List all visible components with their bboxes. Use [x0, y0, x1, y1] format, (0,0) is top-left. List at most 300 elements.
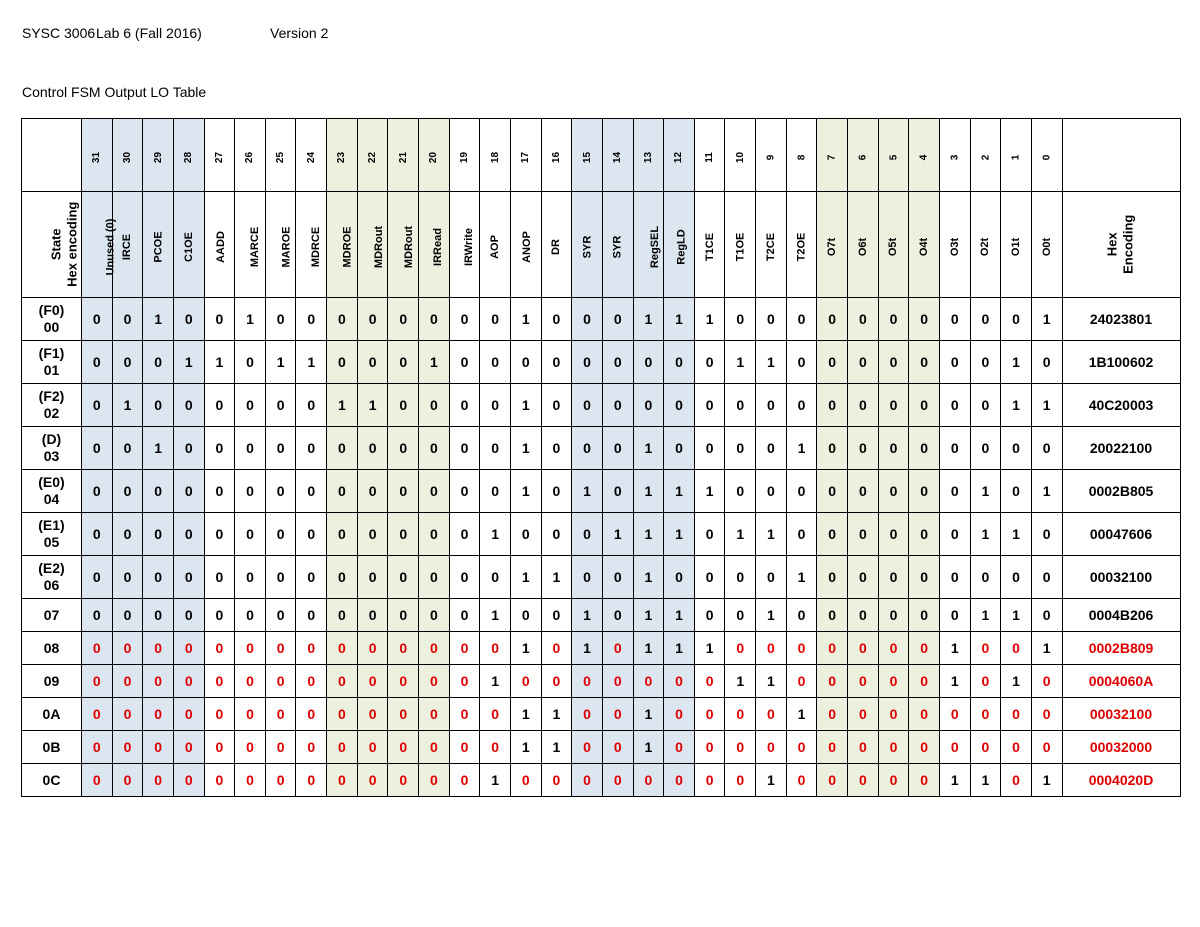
- signal-name-cell: [143, 192, 174, 298]
- signal-name: Unused (0): [104, 218, 117, 275]
- bit-cell: 1: [480, 513, 511, 556]
- bit-cell: 0: [449, 599, 480, 632]
- bit-cell: 0: [572, 384, 603, 427]
- bit-cell: 0: [143, 632, 174, 665]
- bit-cell: 0: [694, 698, 725, 731]
- bit-cell: 0: [388, 513, 419, 556]
- bit-cell: 0: [296, 513, 327, 556]
- bit-cell: 0: [541, 298, 572, 341]
- bit-cell: 0: [327, 731, 358, 764]
- bit-cell: 0: [82, 599, 113, 632]
- bit-cell: 0: [602, 384, 633, 427]
- bit-cell: 0: [970, 341, 1001, 384]
- bit-cell: 0: [510, 665, 541, 698]
- bit-cell: 0: [296, 427, 327, 470]
- bit-number: 17: [520, 151, 532, 164]
- signal-name: MDRout: [372, 225, 385, 268]
- bit-cell: 1: [694, 298, 725, 341]
- bit-cell: 0: [1031, 599, 1062, 632]
- bit-cell: 0: [173, 764, 204, 797]
- bit-cell: 1: [510, 427, 541, 470]
- signal-name: IRRead: [432, 227, 444, 266]
- signal-name-cell: [633, 192, 664, 298]
- bit-cell: 0: [327, 556, 358, 599]
- bit-cell: 0: [173, 665, 204, 698]
- bit-cell: 0: [296, 599, 327, 632]
- bit-number-row: [22, 119, 1181, 192]
- bit-cell: 0: [82, 764, 113, 797]
- bit-cell: 0: [602, 599, 633, 632]
- state-label: (E2): [38, 560, 65, 577]
- signal-name: SYR: [611, 235, 624, 258]
- bit-cell: 0: [388, 427, 419, 470]
- bit-cell: 0: [510, 599, 541, 632]
- bit-cell: 0: [173, 632, 204, 665]
- bit-number-cell: [82, 119, 113, 192]
- bit-cell: 0: [419, 513, 450, 556]
- bit-number: 26: [244, 151, 256, 164]
- bit-cell: 0: [694, 764, 725, 797]
- bit-cell: 1: [510, 298, 541, 341]
- state-cell: [22, 341, 82, 384]
- bit-cell: 1: [756, 764, 787, 797]
- bit-cell: 0: [878, 427, 909, 470]
- bit-cell: 0: [878, 665, 909, 698]
- bit-cell: 0: [112, 427, 143, 470]
- bit-cell: 0: [786, 298, 817, 341]
- bit-cell: 0: [909, 298, 940, 341]
- bit-cell: 0: [265, 427, 296, 470]
- bit-cell: 0: [327, 427, 358, 470]
- bit-cell: 0: [510, 513, 541, 556]
- bit-cell: 1: [1001, 513, 1032, 556]
- bit-number: 14: [612, 151, 624, 164]
- table-row: [22, 470, 1181, 513]
- hex-encoding-cell: 00032100: [1062, 556, 1180, 599]
- bit-number-cell: [633, 119, 664, 192]
- bit-cell: 0: [388, 731, 419, 764]
- state-code: 0A: [42, 705, 61, 722]
- bit-cell: 0: [449, 764, 480, 797]
- bit-cell: 1: [664, 470, 695, 513]
- bit-cell: 0: [388, 470, 419, 513]
- state-header-cell: [22, 192, 82, 298]
- bit-cell: 0: [939, 731, 970, 764]
- bit-cell: 0: [173, 599, 204, 632]
- bit-cell: 0: [725, 384, 756, 427]
- state-label: (F0): [38, 302, 65, 319]
- bit-cell: 0: [265, 384, 296, 427]
- bit-number-cell: [296, 119, 327, 192]
- bit-number: 12: [673, 151, 685, 164]
- state-cell: [22, 427, 82, 470]
- bit-cell: 0: [572, 731, 603, 764]
- bit-cell: 0: [480, 427, 511, 470]
- bit-cell: 1: [204, 341, 235, 384]
- bit-cell: 1: [756, 341, 787, 384]
- bit-cell: 0: [909, 665, 940, 698]
- bit-cell: 0: [725, 556, 756, 599]
- bit-cell: 0: [112, 599, 143, 632]
- bit-cell: 1: [235, 298, 266, 341]
- bit-cell: 1: [633, 298, 664, 341]
- bit-number: 22: [367, 151, 379, 164]
- bit-number: 29: [152, 151, 164, 164]
- signal-name-cell: [388, 192, 419, 298]
- bit-cell: 0: [296, 298, 327, 341]
- bit-cell: 0: [909, 556, 940, 599]
- bit-cell: 0: [694, 665, 725, 698]
- bit-cell: 0: [756, 427, 787, 470]
- bit-cell: 0: [173, 470, 204, 513]
- hex-encoding-cell: 00032000: [1062, 731, 1180, 764]
- bit-number: 28: [183, 151, 195, 164]
- hex-encoding-cell: 00047606: [1062, 513, 1180, 556]
- bit-cell: 0: [296, 731, 327, 764]
- bit-cell: 1: [725, 513, 756, 556]
- bit-cell: 0: [939, 341, 970, 384]
- bit-cell: 0: [480, 632, 511, 665]
- bit-cell: 0: [909, 599, 940, 632]
- bit-cell: 0: [296, 556, 327, 599]
- bit-cell: 0: [725, 470, 756, 513]
- bit-cell: 0: [296, 764, 327, 797]
- bit-cell: 0: [419, 698, 450, 731]
- table-row: [22, 632, 1181, 665]
- table-row: [22, 599, 1181, 632]
- bit-cell: 0: [878, 599, 909, 632]
- bit-cell: 0: [602, 341, 633, 384]
- bit-cell: 1: [265, 341, 296, 384]
- bit-cell: 0: [756, 632, 787, 665]
- bit-cell: 0: [878, 632, 909, 665]
- bit-cell: 0: [786, 599, 817, 632]
- state-cell: [22, 665, 82, 698]
- hex-encoding-cell: 20022100: [1062, 427, 1180, 470]
- signal-name: O0t: [1040, 237, 1053, 256]
- bit-cell: 0: [939, 556, 970, 599]
- bit-cell: 1: [602, 513, 633, 556]
- bit-cell: 0: [848, 599, 879, 632]
- bit-cell: 1: [510, 632, 541, 665]
- bit-cell: 0: [664, 764, 695, 797]
- bit-number-cell: [817, 119, 848, 192]
- bit-cell: 0: [970, 427, 1001, 470]
- signal-name: O3t: [948, 237, 961, 256]
- bit-cell: 0: [756, 384, 787, 427]
- bit-cell: 0: [480, 341, 511, 384]
- bit-cell: 1: [480, 764, 511, 797]
- hex-corner-cell: [1062, 119, 1180, 192]
- signal-name: RegSEL: [648, 225, 661, 268]
- bit-number-cell: [694, 119, 725, 192]
- bit-cell: 0: [327, 513, 358, 556]
- bit-number: 5: [887, 154, 899, 161]
- signal-name-cell: [602, 192, 633, 298]
- bit-cell: 0: [786, 513, 817, 556]
- bit-cell: 0: [756, 556, 787, 599]
- bit-cell: 0: [204, 599, 235, 632]
- signal-name-cell: [878, 192, 909, 298]
- bit-cell: 0: [970, 384, 1001, 427]
- signal-name: AOP: [489, 234, 502, 259]
- bit-number: 15: [581, 151, 593, 164]
- bit-cell: 0: [970, 698, 1001, 731]
- lab-label: Lab 6 (Fall 2016): [96, 25, 202, 41]
- bit-cell: 0: [235, 513, 266, 556]
- bit-cell: 0: [817, 298, 848, 341]
- bit-cell: 0: [848, 470, 879, 513]
- bit-cell: 0: [449, 698, 480, 731]
- bit-cell: 0: [82, 427, 113, 470]
- bit-cell: 0: [786, 384, 817, 427]
- bit-number-cell: [265, 119, 296, 192]
- bit-cell: 0: [143, 764, 174, 797]
- bit-number: 25: [275, 151, 287, 164]
- bit-cell: 0: [664, 427, 695, 470]
- signal-name-cell: [786, 192, 817, 298]
- bit-cell: 0: [725, 764, 756, 797]
- bit-cell: 0: [510, 764, 541, 797]
- bit-cell: 0: [725, 632, 756, 665]
- bit-cell: 0: [204, 470, 235, 513]
- bit-cell: 0: [143, 731, 174, 764]
- bit-number: 27: [213, 151, 225, 164]
- bit-cell: 0: [419, 556, 450, 599]
- bit-cell: 0: [449, 427, 480, 470]
- bit-cell: 0: [327, 599, 358, 632]
- bit-number-cell: [970, 119, 1001, 192]
- bit-cell: 0: [82, 665, 113, 698]
- signal-name-cell: [173, 192, 204, 298]
- bit-cell: 1: [664, 298, 695, 341]
- signal-name-cell: [725, 192, 756, 298]
- bit-cell: 0: [173, 698, 204, 731]
- state-code: 04: [43, 491, 60, 507]
- bit-cell: 0: [786, 632, 817, 665]
- bit-cell: 0: [939, 513, 970, 556]
- bit-cell: 0: [265, 731, 296, 764]
- state-code: 08: [43, 639, 60, 656]
- bit-cell: 0: [388, 665, 419, 698]
- bit-cell: 0: [82, 513, 113, 556]
- bit-cell: 0: [602, 698, 633, 731]
- hex-header: Hex Encoding: [1104, 214, 1136, 275]
- bit-number-cell: [725, 119, 756, 192]
- hex-header-cell: [1062, 192, 1180, 298]
- bit-cell: 0: [327, 632, 358, 665]
- bit-cell: 0: [1001, 764, 1032, 797]
- bit-cell: 0: [419, 427, 450, 470]
- bit-cell: 1: [480, 665, 511, 698]
- bit-number-cell: [1031, 119, 1062, 192]
- bit-cell: 0: [694, 513, 725, 556]
- bit-cell: 0: [204, 698, 235, 731]
- signal-name-cell: [235, 192, 266, 298]
- bit-cell: 1: [756, 599, 787, 632]
- bit-cell: 0: [939, 298, 970, 341]
- bit-cell: 0: [143, 384, 174, 427]
- signal-name-cell: [817, 192, 848, 298]
- bit-cell: 0: [817, 764, 848, 797]
- bit-cell: 1: [970, 470, 1001, 513]
- signal-name: MDRCE: [310, 226, 323, 267]
- bit-cell: 0: [664, 341, 695, 384]
- bit-cell: 0: [694, 556, 725, 599]
- bit-cell: 1: [541, 556, 572, 599]
- bit-cell: 0: [572, 764, 603, 797]
- bit-number-cell: [1001, 119, 1032, 192]
- bit-number-cell: [173, 119, 204, 192]
- bit-number: 8: [796, 154, 808, 161]
- bit-cell: 1: [756, 665, 787, 698]
- bit-cell: 1: [541, 731, 572, 764]
- signal-name-cell: [909, 192, 940, 298]
- bit-cell: 0: [449, 470, 480, 513]
- bit-cell: 0: [112, 298, 143, 341]
- bit-cell: 1: [143, 298, 174, 341]
- bit-cell: 0: [112, 341, 143, 384]
- bit-number-cell: [204, 119, 235, 192]
- bit-cell: 0: [265, 599, 296, 632]
- bit-cell: 0: [725, 298, 756, 341]
- state-code: 01: [43, 362, 60, 378]
- state-label: (E1): [38, 517, 65, 534]
- bit-number: 11: [704, 152, 716, 163]
- state-cell: [22, 513, 82, 556]
- bit-number: 21: [397, 151, 409, 164]
- bit-number: 19: [459, 151, 470, 164]
- bit-cell: 1: [633, 632, 664, 665]
- bit-cell: 0: [204, 665, 235, 698]
- bit-number: 13: [642, 151, 654, 164]
- bit-number-cell: [143, 119, 174, 192]
- state-cell: [22, 470, 82, 513]
- bit-cell: 0: [143, 556, 174, 599]
- signal-name-cell: [1001, 192, 1032, 298]
- bit-cell: 1: [419, 341, 450, 384]
- table-row: [22, 427, 1181, 470]
- signal-name: MAROE: [280, 226, 293, 267]
- bit-cell: 0: [602, 556, 633, 599]
- signal-name-cell: [112, 192, 143, 298]
- bit-cell: 0: [939, 470, 970, 513]
- hex-encoding-cell: 1B100602: [1062, 341, 1180, 384]
- bit-cell: 1: [664, 599, 695, 632]
- state-code: 0C: [42, 771, 61, 788]
- bit-cell: 1: [756, 513, 787, 556]
- bit-cell: 0: [878, 341, 909, 384]
- bit-cell: 0: [786, 764, 817, 797]
- bit-cell: 0: [970, 731, 1001, 764]
- bit-number-cell: [510, 119, 541, 192]
- bit-cell: 0: [235, 764, 266, 797]
- bit-cell: 1: [633, 599, 664, 632]
- bit-cell: 0: [633, 665, 664, 698]
- bit-cell: 0: [1031, 665, 1062, 698]
- bit-cell: 0: [786, 731, 817, 764]
- bit-cell: 0: [419, 731, 450, 764]
- table-row: [22, 341, 1181, 384]
- bit-cell: 1: [939, 665, 970, 698]
- bit-number-cell: [388, 119, 419, 192]
- bit-cell: 0: [602, 764, 633, 797]
- bit-cell: 0: [572, 427, 603, 470]
- bit-cell: 1: [664, 513, 695, 556]
- bit-cell: 0: [296, 384, 327, 427]
- bit-cell: 0: [388, 698, 419, 731]
- signal-name-cell: [694, 192, 725, 298]
- bit-cell: 1: [480, 599, 511, 632]
- hex-encoding-cell: 40C20003: [1062, 384, 1180, 427]
- bit-cell: 0: [817, 665, 848, 698]
- bit-cell: 0: [786, 665, 817, 698]
- bit-number-cell: [602, 119, 633, 192]
- bit-cell: 0: [939, 599, 970, 632]
- bit-cell: 0: [633, 764, 664, 797]
- signal-name-cell: [82, 192, 117, 298]
- bit-cell: 0: [878, 298, 909, 341]
- bit-cell: 0: [449, 731, 480, 764]
- hex-encoding-cell: 0004060A: [1062, 665, 1180, 698]
- state-code: 09: [43, 672, 60, 689]
- bit-cell: 0: [664, 384, 695, 427]
- bit-cell: 0: [419, 599, 450, 632]
- bit-cell: 1: [112, 384, 143, 427]
- bit-cell: 0: [235, 632, 266, 665]
- bit-cell: 0: [572, 341, 603, 384]
- bit-cell: 0: [541, 764, 572, 797]
- bit-cell: 0: [265, 513, 296, 556]
- version-label: Version 2: [270, 25, 329, 41]
- bit-cell: 0: [541, 384, 572, 427]
- bit-cell: 1: [664, 632, 695, 665]
- bit-cell: 0: [235, 731, 266, 764]
- signal-name: T1OE: [734, 232, 747, 261]
- bit-cell: 1: [1001, 384, 1032, 427]
- table-row: [22, 298, 1181, 341]
- bit-cell: 0: [204, 427, 235, 470]
- table-row: [22, 764, 1181, 797]
- state-cell: [22, 698, 82, 731]
- bit-cell: 0: [817, 384, 848, 427]
- bit-cell: 0: [173, 427, 204, 470]
- signal-name: C1OE: [182, 231, 195, 262]
- bit-cell: 0: [909, 698, 940, 731]
- signal-name-cell: [204, 192, 235, 298]
- bit-cell: 0: [1001, 698, 1032, 731]
- state-header: State Hex encoding: [48, 201, 80, 288]
- state-label: (D): [41, 431, 62, 448]
- bit-cell: 0: [817, 341, 848, 384]
- bit-cell: 0: [878, 764, 909, 797]
- state-cell: [22, 632, 82, 665]
- bit-cell: 0: [204, 513, 235, 556]
- bit-cell: 0: [235, 384, 266, 427]
- bit-cell: 0: [939, 427, 970, 470]
- bit-cell: 0: [1001, 556, 1032, 599]
- bit-cell: 0: [756, 731, 787, 764]
- bit-cell: 0: [143, 599, 174, 632]
- bit-cell: 0: [848, 556, 879, 599]
- bit-cell: 1: [143, 427, 174, 470]
- signal-name-cell: [572, 192, 603, 298]
- bit-number-cell: [664, 119, 695, 192]
- bit-cell: 0: [480, 470, 511, 513]
- bit-cell: 0: [817, 556, 848, 599]
- bit-cell: 0: [204, 764, 235, 797]
- bit-cell: 1: [510, 384, 541, 427]
